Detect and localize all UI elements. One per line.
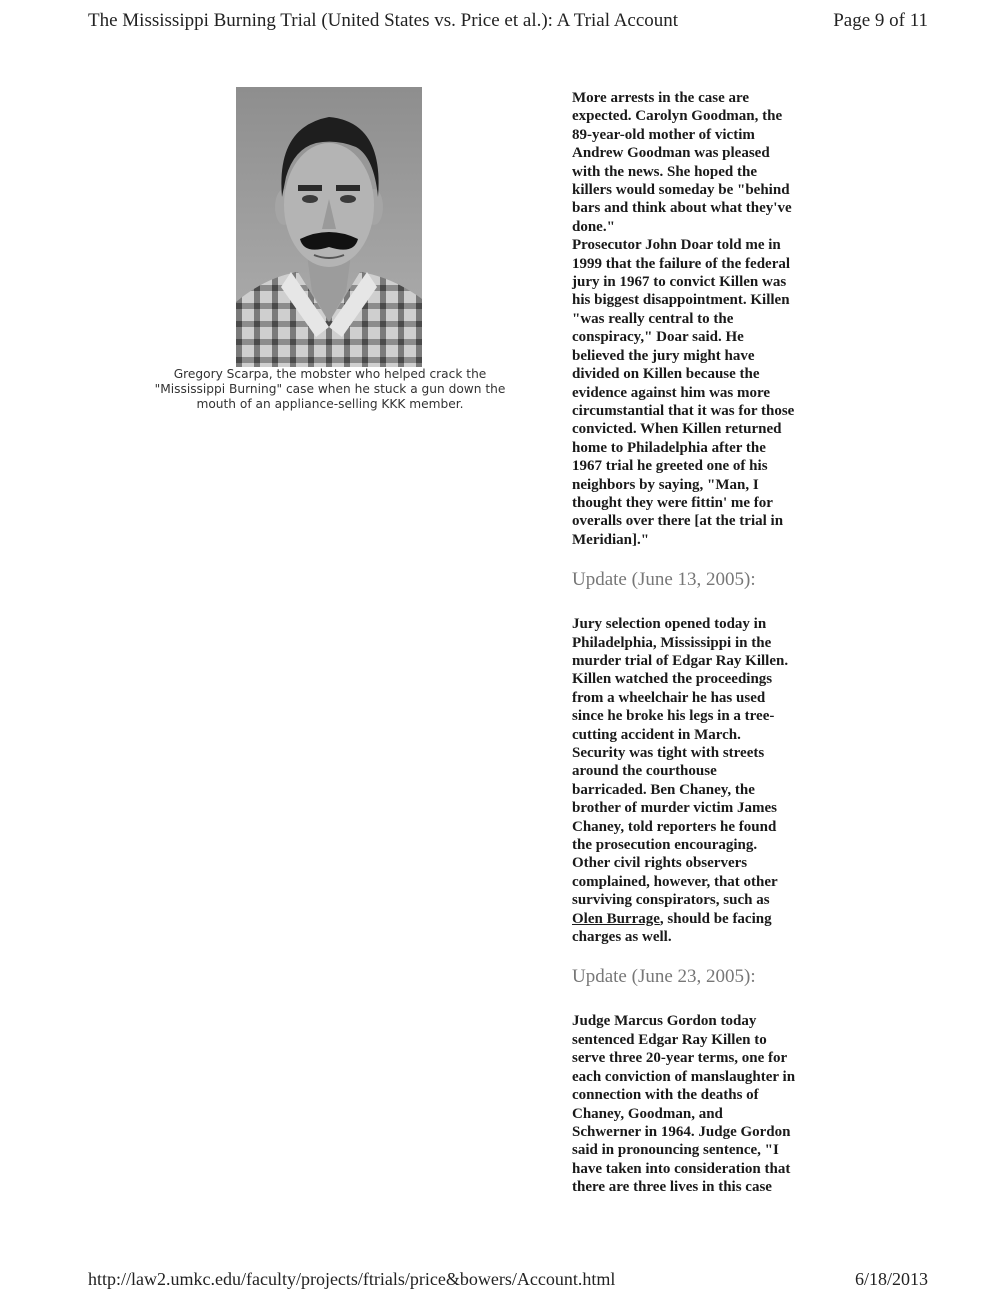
paragraph-more-arrests: More arrests in the case are expected. Carolyn Goodman, the 89-year-old mother of victim Andrew Goodman was pleased with the news. She hoped the killers would someday be "behind bars and think about what they've done." [572,90,792,235]
article-column [572,89,832,1197]
portrait-photo [236,87,422,367]
print-page-number: Page 9 of 11 [833,10,928,31]
paragraph-text: Jury selection opened today in Philadelphia, Mississippi in the murder trial of Edgar Ray Killen. Killen watched the proceedings from a wheelchair he has used since he broke his legs in a tree- cutting accident in March. Security was tight with streets around the courthouse barricaded. Ben Chaney, the brother of murder victim James Chaney, told reporters he found the prosecution encouraging. Other civil rights observers complained, however, that other surviving conspirators, such as [572,616,789,909]
paragraph-sentencing: Judge Marcus Gordon today sentenced Edgar Ray Killen to serve three 20-year terms, one for each conviction of manslaughter in connection with the deaths of Chaney, Goodman, and Schwerner in 1964. Judge Gordon said in pronouncing sentence, "I have taken into consideration that there are three lives in this case [572,1013,796,1196]
update-heading-june-13: Update (June 13, 2005): [572,569,756,591]
print-header-title: The Mississippi Burning Trial (United States vs. Price et al.): A Trial Account [88,10,679,31]
photo-caption [140,367,520,412]
paragraph-text: , should be facing charges as well. [572,910,772,946]
caption-line: mouth of an appliance-selling KKK member. [196,397,464,411]
olen-burrage-link[interactable]: Olen Burrage [572,910,660,927]
caption-line: "Mississippi Burning" case when he stuck a gun down the [154,382,506,396]
update-heading-june-23: Update (June 23, 2005): [572,966,756,988]
paragraph-jury-selection [572,615,832,946]
print-footer-date: 6/18/2013 [854,1269,928,1289]
paragraph-doar: Prosecutor John Doar told me in 1999 that the failure of the federal jury in 1967 to convict Killen was his biggest disappointment. Killen "was really central to the conspiracy," Doar said. He believed the jury might have divided on Killen because the evidence against him was more circumstantial that it was for those convicted. When Killen returned home to Philadelphia after the 1967 trial he greeted one of his neighbors by saying, "Man, I thought they were fittin' me for overalls over there [at the trial in Meridian]." [572,237,795,548]
caption-line: Gregory Scarpa, the mobster who helped crack the [173,367,487,381]
portrait-illustration [236,87,422,367]
print-footer-url: http://law2.umkc.edu/faculty/projects/ftrials/price&bowers/Account.html [88,1269,616,1289]
